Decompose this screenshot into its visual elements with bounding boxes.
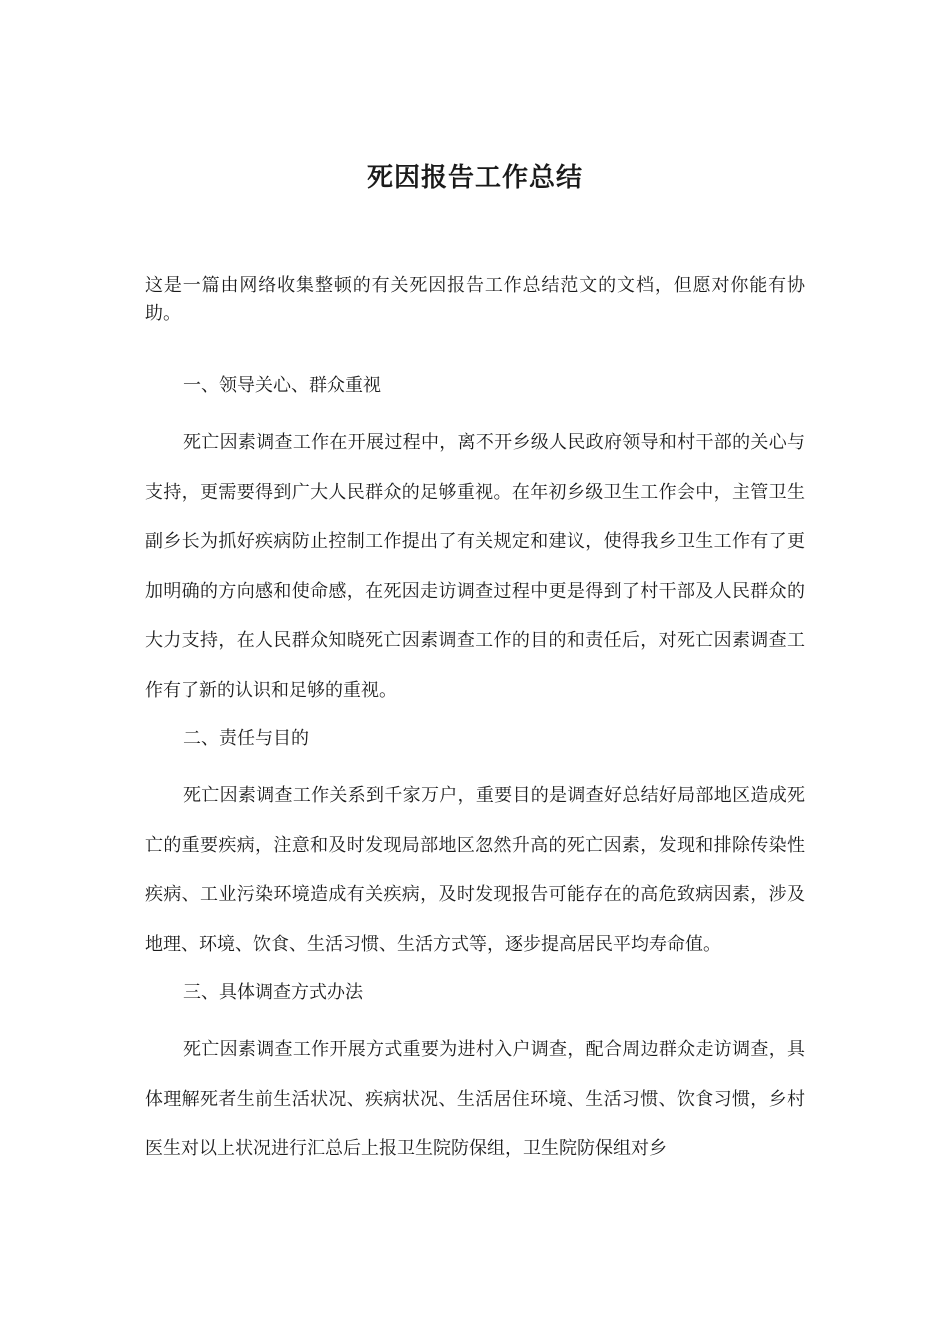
intro-paragraph: 这是一篇由网络收集整顿的有关死因报告工作总结范文的文档，但愿对你能有协助。 — [145, 275, 805, 324]
section-paragraph-2: 死亡因素调查工作关系到千家万户，重要目的是调查好总结好局部地区造成死亡的重要疾病，注意和及时发现局部地区忽然升高的死亡因素，发现和排除传染性疾病、工业污染环境造成有关疾病，及时发现报告可能存在的高危致病因素，涉及地理、环境、饮食、生活习惯、生活方式等，逐步提高居民平均寿命值。 — [145, 785, 805, 955]
document-title: 死因报告工作总结 — [366, 163, 583, 193]
section-paragraph-3: 死亡因素调查工作开展方式重要为进村入户调查，配合周边群众走访调查，具体理解死者生前生活状况、疾病状况、生活居住环境、生活习惯、饮食习惯，乡村医生对以上状况进行汇总后上报卫生院防保组，卫生院防保组对乡 — [145, 1039, 805, 1159]
section-paragraph-1: 死亡因素调查工作在开展过程中，离不开乡级人民政府领导和村干部的关心与支持，更需要得到广大人民群众的足够重视。在年初乡级卫生工作会中，主管卫生副乡长为抓好疾病防止控制工作提出了有关规定和建议，使得我乡卫生工作有了更加明确的方向感和使命感，在死因走访调查过程中更是得到了村干部及人民群众的大力支持，在人民群众知晓死亡因素调查工作的目的和责任后，对死亡因素调查工作有了新的认识和足够的重视。 — [145, 432, 805, 701]
section-heading-1: 一、领导关心、群众重视 — [183, 375, 381, 396]
section-heading-2: 二、责任与目的 — [183, 728, 309, 749]
document-body — [145, 370, 805, 1174]
section-heading-3: 三、具体调查方式办法 — [183, 982, 363, 1003]
